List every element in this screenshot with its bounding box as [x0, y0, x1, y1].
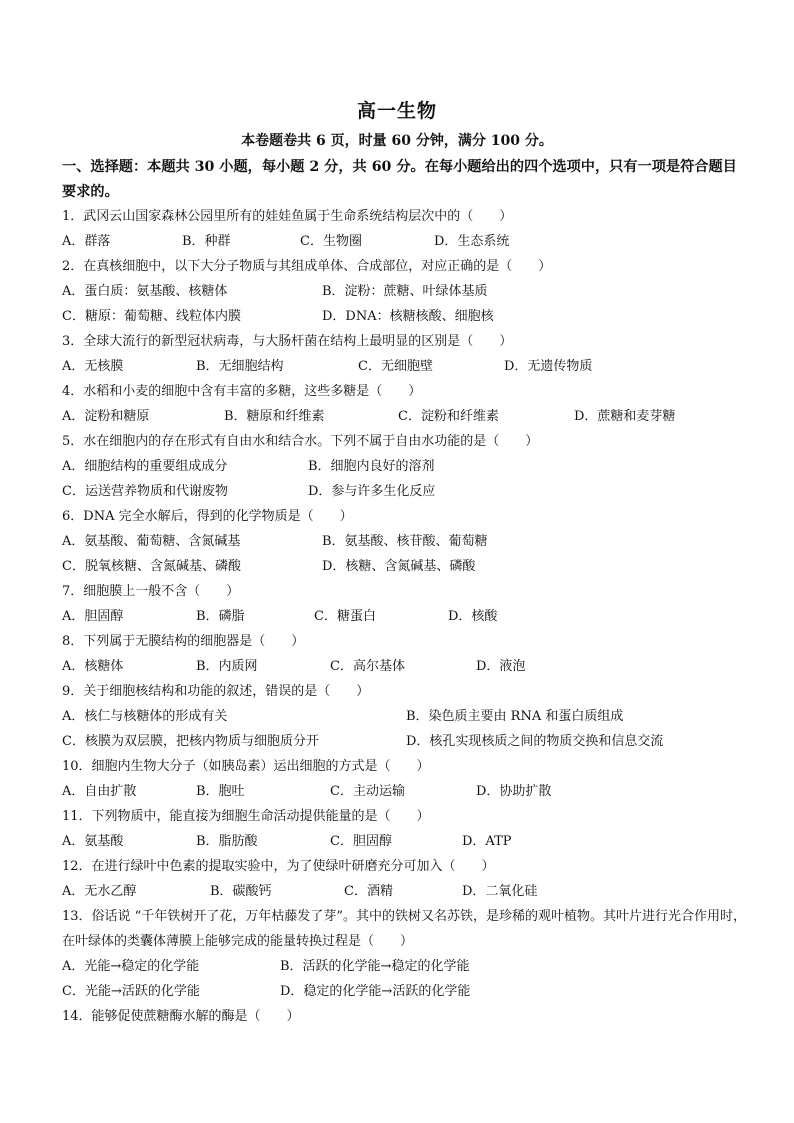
answer-option: C．主动运输	[330, 784, 405, 799]
option-row	[62, 554, 752, 579]
option-row	[62, 279, 752, 304]
exam-info: 本卷题卷共 6 页，时量 60 分钟，满分 100 分。	[241, 133, 553, 149]
option-row	[62, 404, 752, 429]
option-row	[62, 479, 752, 504]
answer-option: A．无核膜	[62, 359, 124, 374]
answer-option: D．协助扩散	[476, 784, 552, 799]
answer-option: D．蔗糖和麦芽糖	[574, 409, 676, 424]
answer-option: B．胞吐	[196, 784, 245, 799]
option-row	[62, 354, 752, 379]
answer-option: A．核糖体	[62, 659, 124, 674]
question-stem: 8．下列属于无膜结构的细胞器是（ ）	[62, 634, 305, 649]
answer-option: D．液泡	[476, 659, 526, 674]
option-row	[62, 779, 752, 804]
answer-option: C．糖蛋白	[314, 609, 376, 624]
answer-option: D．稳定的化学能→活跃的化学能	[280, 984, 471, 999]
answer-option: B．种群	[182, 234, 231, 249]
answer-option: C．光能→活跃的化学能	[62, 984, 200, 999]
section-heading: 一、选择题：本题共 30 小题，每小题 2 分，共 60 分。在每小题给出的四个选项中，只有一项是符合题目要求的。	[62, 159, 737, 200]
answer-option: D．生态系统	[434, 234, 510, 249]
answer-option: C．无细胞壁	[358, 359, 433, 374]
option-row	[62, 704, 752, 729]
answer-option: B．染色质主要由 RNA 和蛋白质组成	[406, 709, 624, 724]
answer-option: C．胆固醇	[330, 834, 392, 849]
question-stem: 4．水稻和小麦的细胞中含有丰富的多糖，这些多糖是（ ）	[62, 384, 422, 399]
answer-option: D．核孔实现核质之间的物质交换和信息交流	[406, 734, 664, 749]
answer-option: A．光能→稳定的化学能	[62, 959, 200, 974]
question-stem: 2．在真核细胞中，以下大分子物质与其组成单体、合成部位，对应正确的是（ ）	[62, 259, 552, 274]
question-list	[62, 204, 752, 1029]
answer-option: D．核糖、含氮碱基、磷酸	[322, 559, 476, 574]
page-title: 高一生物	[356, 100, 437, 122]
answer-option: D．无遗传物质	[504, 359, 593, 374]
answer-option: A．胆固醇	[62, 609, 124, 624]
option-row	[62, 529, 752, 554]
answer-option: B．磷脂	[196, 609, 245, 624]
option-row	[62, 654, 752, 679]
option-row	[62, 454, 752, 479]
answer-option: D．参与许多生化反应	[308, 484, 436, 499]
answer-option: B．无细胞结构	[196, 359, 284, 374]
answer-option: A．细胞结构的重要组成成分	[62, 459, 228, 474]
answer-option: B．活跃的化学能→稳定的化学能	[280, 959, 470, 974]
answer-option: A．群落	[62, 234, 111, 249]
answer-option: D．二氧化硅	[462, 884, 538, 899]
option-row	[62, 829, 752, 854]
answer-option: C．运送营养物质和代谢废物	[62, 484, 228, 499]
option-row	[62, 954, 752, 979]
answer-option: B．脂肪酸	[196, 834, 258, 849]
option-row	[62, 304, 752, 329]
answer-option: C．酒精	[344, 884, 393, 899]
question-stem: 1．武冈云山国家森林公园里所有的娃娃鱼属于生命系统结构层次中的（ ）	[62, 209, 513, 224]
answer-option: B．细胞内良好的溶剂	[308, 459, 435, 474]
option-row	[62, 979, 752, 1004]
answer-option: A．淀粉和糖原	[62, 409, 150, 424]
option-row	[62, 879, 752, 904]
question-stem: 6．DNA 完全水解后，得到的化学物质是（ ）	[62, 509, 353, 524]
answer-option: C．糖原：葡萄糖、线粒体内膜	[62, 309, 241, 324]
answer-option: A．无水乙醇	[62, 884, 137, 899]
answer-option: C．淀粉和纤维素	[398, 409, 499, 424]
option-row	[62, 229, 752, 254]
question-stem: 9．关于细胞核结构和功能的叙述，错误的是（ ）	[62, 684, 370, 699]
answer-option: B．碳酸钙	[210, 884, 272, 899]
question-stem: 11．下列物质中，能直接为细胞生命活动提供能量的是（ ）	[62, 809, 430, 824]
answer-option: B．内质网	[196, 659, 258, 674]
answer-option: A．氨基酸、葡萄糖、含氮碱基	[62, 534, 241, 549]
question-stem: 3．全球大流行的新型冠状病毒，与大肠杆菌在结构上最明显的区别是（ ）	[62, 334, 513, 349]
option-row	[62, 604, 752, 629]
question-stem: 7．细胞膜上一般不含（ ）	[62, 584, 240, 599]
question-stem: 13．俗话说 “千年铁树开了花，万年枯藤发了芽”。其中的铁树又名苏铁，是珍稀的观叶植物。其叶片进行光合作用时，在叶绿体的类囊体薄膜上能够完成的能量转换过程是（ ）	[62, 909, 746, 949]
answer-option: C．生物圈	[300, 234, 362, 249]
question-stem: 5．水在细胞内的存在形式有自由水和结合水。下列不属于自由水功能的是（ ）	[62, 434, 539, 449]
answer-option: B．淀粉：蔗糖、叶绿体基质	[322, 284, 488, 299]
option-row	[62, 729, 752, 754]
answer-option: A．自由扩散	[62, 784, 137, 799]
answer-option: A．核仁与核糖体的形成有关	[62, 709, 228, 724]
answer-option: D．ATP	[462, 834, 512, 849]
answer-option: A．蛋白质：氨基酸、核糖体	[62, 284, 228, 299]
answer-option: D．DNA：核糖核酸、细胞核	[322, 309, 494, 324]
answer-option: B．糖原和纤维素	[224, 409, 325, 424]
answer-option: C．高尔基体	[330, 659, 405, 674]
question-stem: 14．能够促使蔗糖酶水解的酶是（ ）	[62, 1009, 300, 1024]
answer-option: C．脱氧核糖、含氮碱基、磷酸	[62, 559, 241, 574]
answer-option: D．核酸	[448, 609, 498, 624]
question-stem: 12．在进行绿叶中色素的提取实验中，为了使绿叶研磨充分可加入（ ）	[62, 859, 495, 874]
question-stem: 10．细胞内生物大分子（如胰岛素）运出细胞的方式是（ ）	[62, 759, 430, 774]
answer-option: A．氨基酸	[62, 834, 124, 849]
answer-option: B．氨基酸、核苷酸、葡萄糖	[322, 534, 488, 549]
answer-option: C．核膜为双层膜，把核内物质与细胞质分开	[62, 734, 319, 749]
